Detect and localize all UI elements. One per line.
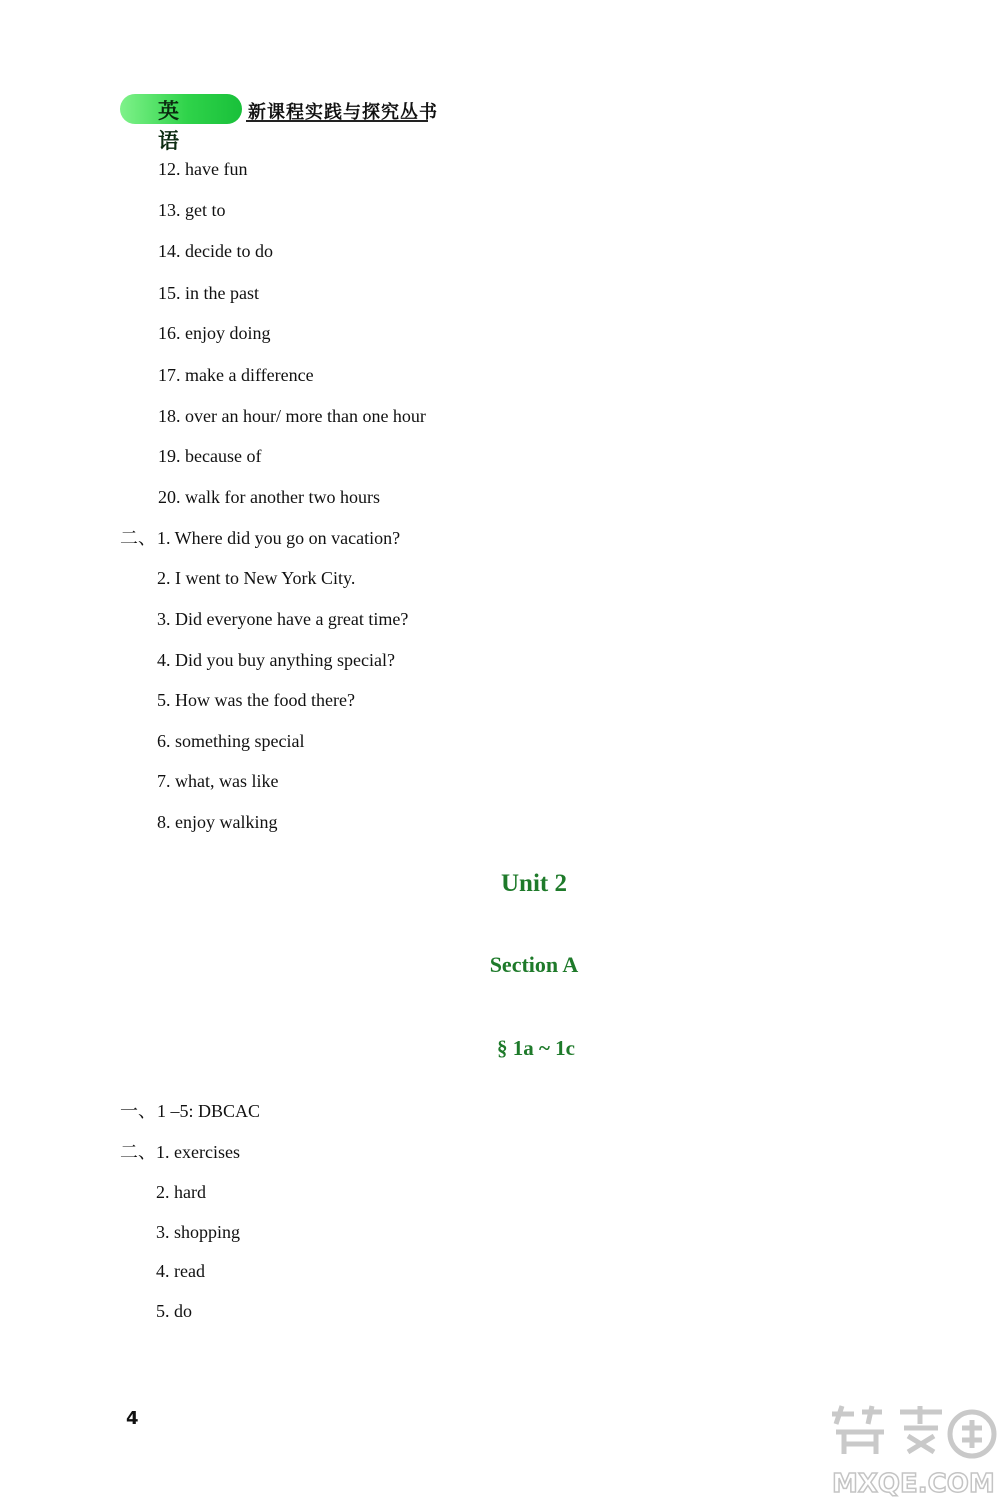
list-item: 15. in the past <box>158 283 259 303</box>
unit-heading: Unit 2 <box>501 870 567 897</box>
list-item: 20. walk for another two hours <box>158 487 380 507</box>
page-number: 4 <box>126 1408 139 1429</box>
list-item: 4. Did you buy anything special? <box>157 650 395 670</box>
list-item: 6. something special <box>157 731 305 751</box>
list-item: 12. have fun <box>158 159 248 179</box>
list-item: 5. How was the food there? <box>157 690 355 710</box>
series-title-underline <box>246 120 428 122</box>
list-item: 3. Did everyone have a great time? <box>157 609 409 629</box>
list-item: 13. get to <box>158 200 226 220</box>
list-item: 8. enjoy walking <box>157 812 278 832</box>
list-item: 4. read <box>156 1261 205 1281</box>
answer-line: 1 –5: DBCAC <box>157 1101 261 1121</box>
section-marker: 二、 <box>120 528 156 548</box>
list-item: 18. over an hour/ more than one hour <box>158 406 426 426</box>
section-heading: Section A <box>489 952 579 977</box>
list-item: 2. I went to New York City. <box>157 568 356 588</box>
subject-tab-label: 英语 <box>158 99 183 153</box>
list-item: 17. make a difference <box>158 365 314 385</box>
section-marker: 二、 <box>120 1142 156 1162</box>
section-marker: 一、 <box>120 1101 156 1121</box>
list-item: 1. Where did you go on vacation? <box>157 528 401 548</box>
list-item: 3. shopping <box>156 1222 241 1242</box>
list-item: 16. enjoy doing <box>158 323 271 343</box>
list-item: 14. decide to do <box>158 241 273 261</box>
list-item: 7. what, was like <box>157 771 279 791</box>
list-item: 1. exercises <box>156 1142 240 1162</box>
list-item: 5. do <box>156 1301 192 1321</box>
list-item: 19. because of <box>158 446 262 466</box>
list-item: 2. hard <box>156 1182 206 1202</box>
answer-site-watermark-icon <box>822 1402 1000 1501</box>
svg-text:MXQE.COM: MXQE.COM <box>832 1469 995 1499</box>
series-title: 新课程实践与探究丛书 <box>248 102 438 123</box>
subsection-heading: § 1a ~ 1c <box>497 1036 575 1060</box>
